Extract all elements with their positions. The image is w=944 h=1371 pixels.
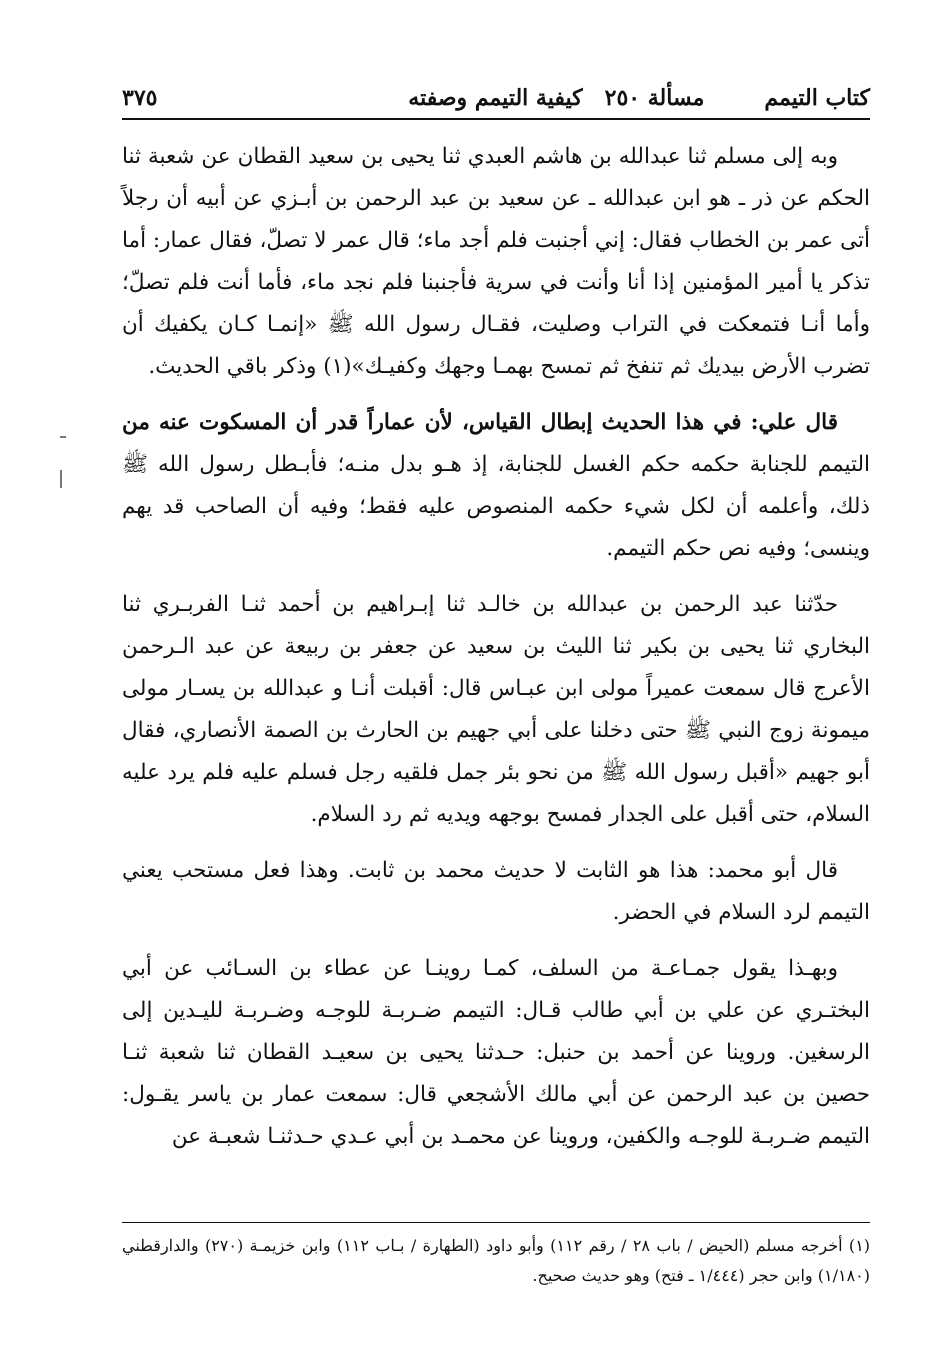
ali-commentary-lead: قال علي: في هذا الحديث إبطال القياس، لأن عماراً قدر أن المسكوت عنه من (122, 410, 838, 435)
book-title: كتاب التيمم (764, 85, 870, 111)
paragraph-ali-commentary (122, 402, 870, 570)
paragraph-hadith-ammar: وبه إلى مسلم ثنا عبدالله بن هاشم العبدي ثنا يحيى بن سعيد القطان عن شعبة ثنا الحكم عن ذر ـ هو ابن عبدالله ـ عن سعيد بن عبد الرحمن بن أبـزي عن أبيه أن رجلاً أتى عمر بن الخطاب فقال: إني أجنبت فلم أجد ماء؛ قال عمر لا تصلّ، فقال عمار: أما تذكر يا أمير المؤمنين إذا أنا وأنت في سرية فأجنبنا فلم نجد ماء، فأما أنت فلم تصلّ؛ وأما أنـا فتمعكت في التراب وصليت، فقـال رسول الله ﷺ «إنمـا كـان يكفيك أن تضرب الأرض بيديك ثم تنفخ ثم تمسح بهمـا وجهك وكفيـك»(١) وذكر باقي الحديث. (122, 144, 870, 379)
page (122, 78, 870, 1172)
page-number: ٣٧٥ (122, 85, 158, 111)
running-header (122, 78, 870, 120)
paragraph-hadith-abu-juhaim: حدّثنا عبد الرحمن بن عبدالله بن خالـد ثنا إبـراهيم بن أحمد ثنـا الفربـري ثنا البخاري ثنا يحيى بن بكير ثنا الليث بن سعيد عن جعفر بن ربيعة عن عبد الـرحمن الأعرج قال سمعت عميراً مولى ابن عبـاس قال: أقبلت أنـا و عبدالله بن يسـار مولى ميمونة زوج النبي ﷺ حتى دخلنا على أبي جهيم بن الحارث بن الصمة الأنصاري، فقال أبو جهيم «أقبل رسول الله ﷺ من نحو بئر جمل فلقيه رجل فسلم عليه فلم يرد عليه السلام، حتى أقبل على الجدار فمسح بوجهه ويديه ثم رد السلام. (122, 592, 870, 827)
paragraph-abu-muhammad: قال أبو محمد: هذا هو الثابت لا حديث محمد بن ثابت. وهذا فعل مستحب يعني التيمم لرد السلام في الحضر. (122, 858, 870, 925)
paragraph-salaf: وبهـذا يقول جمـاعـة من السلف، كمـا روينـا عن عطاء بن السـائب عن أبي البختـري عن علي بن أبي طالب قـال: التيمم ضـربـة للوجـه وضـربـة لليـدين إلى الرسغين. وروينا عن أحمد بن حنبل: حـدثنا يحيى بن سعيـد القطان ثنا شعبة ثنـا حصين بن عبد الرحمن عن أبي مالك الأشجعي قال: سمعت عمار بن ياسر يقـول: التيمم ضـربـة للوجـه والكفين، وروينا عن محمـد بن أبي عـدي حـدثنـا شعبـة عن (122, 956, 870, 1149)
margin-mark (60, 436, 66, 438)
section-topic: كيفية التيمم وصفته (408, 85, 583, 111)
footnotes (122, 1222, 870, 1291)
margin-mark (60, 470, 62, 488)
ali-commentary-rest: التيمم للجنابة حكمه حكم الغسل للجنابة، إذ هـو بدل منـه؛ فأبـطل رسول الله ﷺ ذلك، وأعلمه أن لكل شيء حكمه المنصوص عليه فقط؛ وفيه أن الصاحب قد يهم وينسى؛ وفيه نص حكم التيمم. (122, 452, 870, 561)
main-text (122, 136, 870, 1158)
issue-number: مسألة ٢٥٠ (604, 85, 705, 111)
footnote-1: (١) أخرجه مسلم (الحيض / باب ٢٨ / رقم ١١٢) وأبو داود (الطهارة / بـاب ١١٢) وابن خزيمـة (٢٧٠) والدارقطني (١/١٨٠) وابن حجر (١/٤٤٤ ـ فتح) وهو حديث صحيح. (122, 1236, 871, 1285)
